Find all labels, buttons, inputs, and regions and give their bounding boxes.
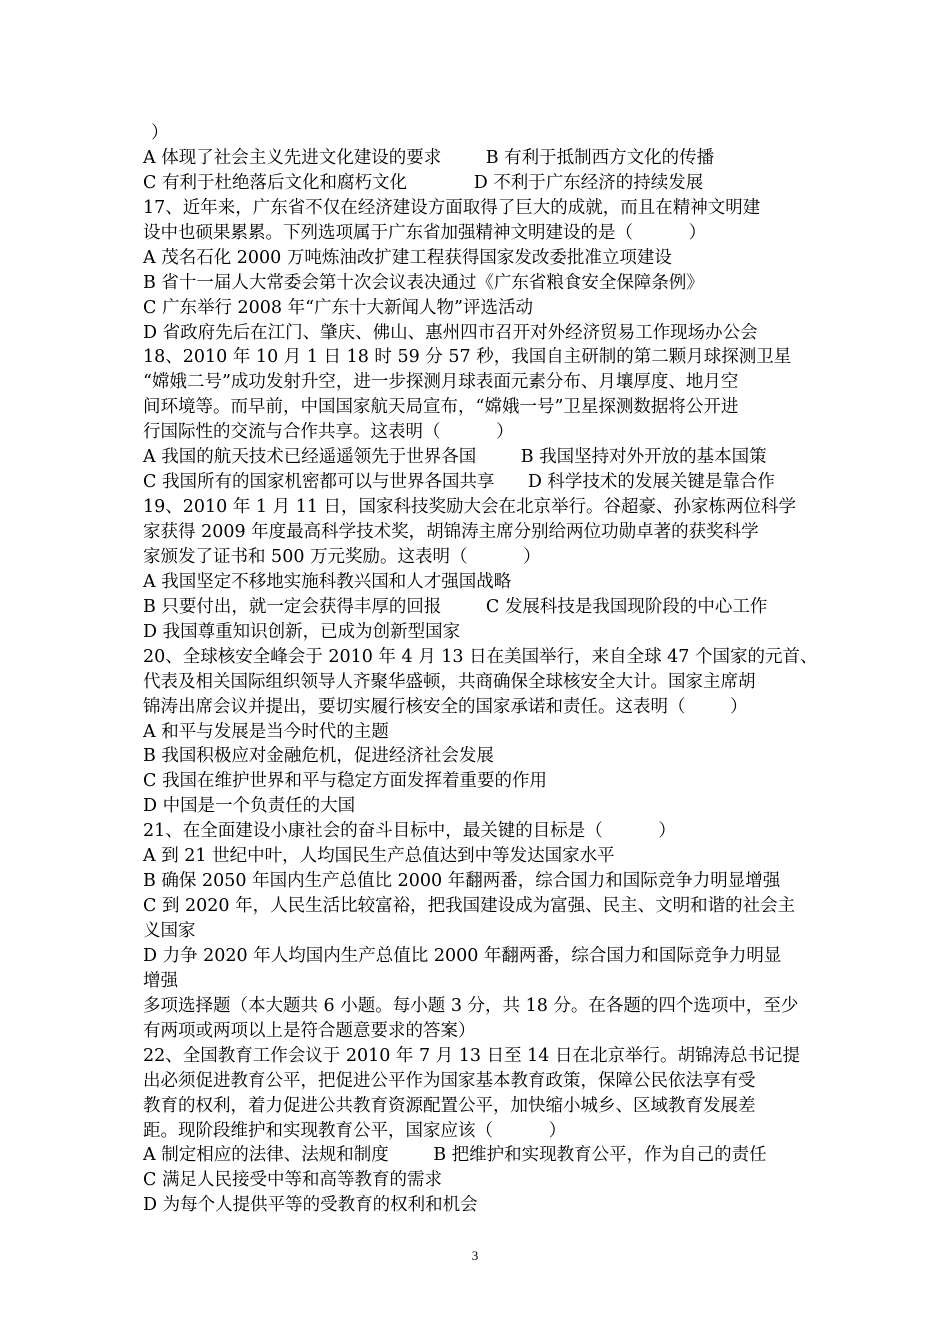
text-line: A 茂名石化 2000 万吨炼油改扩建工程获得国家发改委批准立项建设 bbox=[143, 247, 672, 268]
text-line: 19、2010 年 1 月 11 日，国家科技奖励大会在北京举行。谷超豪、孙家栋两位科学 bbox=[143, 497, 797, 518]
text-line: A 我国的航天技术已经遥遥领先于世界各国 B 我国坚持对外开放的基本国策 bbox=[143, 447, 767, 468]
text-line: 有两项或两项以上是符合题意要求的答案） bbox=[143, 1020, 476, 1041]
text-line: 20、全球核安全峰会于 2010 年 4 月 13 日在美国举行，来自全球 47 个国家的元首、 bbox=[143, 646, 818, 667]
text-line: 家颁发了证书和 500 万元奖励。这表明（ ） bbox=[143, 546, 541, 567]
text-line: 设中也硕果累累。下列选项属于广东省加强精神文明建设的是（ ） bbox=[143, 222, 707, 243]
text-line: B 确保 2050 年国内生产总值比 2000 年翻两番，综合国力和国际竞争力明显增强 bbox=[143, 871, 781, 892]
text-line: 18、2010 年 10 月 1 日 18 时 59 分 57 秒，我国自主研制的第二颗月球探测卫星 bbox=[143, 347, 792, 368]
text-line: C 我国所有的国家机密都可以与世界各国共享 D 科学技术的发展关键是靠合作 bbox=[143, 472, 775, 493]
page-number: 3 bbox=[471, 1248, 479, 1263]
text-line: C 有利于杜绝落后文化和腐朽文化 D 不利于广东经济的持续发展 bbox=[143, 172, 704, 193]
text-line: D 为每个人提供平等的受教育的权利和机会 bbox=[143, 1195, 478, 1216]
text-line: 锦涛出席会议并提出，要切实履行核安全的国家承诺和责任。这表明（ ） bbox=[143, 696, 748, 717]
text-line: 17、近年来，广东省不仅在经济建设方面取得了巨大的成就，而且在精神文明建 bbox=[143, 197, 761, 218]
text-line: C 到 2020 年，人民生活比较富裕，把我国建设成为富强、民主、文明和谐的社会主 bbox=[143, 896, 796, 917]
text-line: 行国际性的交流与合作共享。这表明（ ） bbox=[143, 422, 514, 443]
text-line: 间环境等。而早前，中国国家航天局宣布，“嫦娥一号”卫星探测数据将公开进 bbox=[143, 397, 739, 418]
text-line: A 制定相应的法律、法规和制度 B 把维护和实现教育公平，作为自己的责任 bbox=[143, 1145, 767, 1166]
exam-text-body bbox=[143, 121, 823, 1218]
text-line: C 我国在维护世界和平与稳定方面发挥着重要的作用 bbox=[143, 771, 547, 792]
text-line: 义国家 bbox=[143, 921, 196, 941]
text-line: 代表及相关国际组织领导人齐聚华盛顿，共商确保全球核安全大计。国家主席胡 bbox=[143, 671, 756, 692]
text-line: 教育的权利，着力促进公共教育资源配置公平，加快缩小城乡、区域教育发展差 bbox=[143, 1095, 756, 1116]
text-line: C 广东举行 2008 年“广东十大新闻人物”评选活动 bbox=[143, 297, 534, 318]
text-line: B 省十一届人大常委会第十次会议表决通过《广东省粮食安全保障条例》 bbox=[143, 272, 704, 293]
text-line: 距。现阶段维护和实现教育公平，国家应该（ ） bbox=[143, 1120, 567, 1141]
text-line: B 只要付出，就一定会获得丰厚的回报 C 发展科技是我国现阶段的中心工作 bbox=[143, 596, 768, 617]
text-line: 多项选择题（本大题共 6 小题。每小题 3 分，共 18 分。在各题的四个选项中，至少 bbox=[143, 995, 799, 1016]
text-line: C 满足人民接受中等和高等教育的需求 bbox=[143, 1170, 442, 1191]
text-line: 22、全国教育工作会议于 2010 年 7 月 13 日至 14 日在北京举行。胡锦涛总书记提 bbox=[143, 1045, 800, 1066]
text-line: 出必须促进教育公平，把促进公平作为国家基本教育政策，保障公民依法享有受 bbox=[143, 1070, 756, 1091]
text-line: “嫦娥二号”成功发射升空，进一步探测月球表面元素分布、月壤厚度、地月空 bbox=[143, 372, 739, 393]
text-line: D 力争 2020 年人均国内生产总值比 2000 年翻两番，综合国力和国际竞争力明显 bbox=[143, 945, 782, 966]
text-line: B 我国积极应对金融危机，促进经济社会发展 bbox=[143, 746, 494, 767]
text-line: 增强 bbox=[143, 970, 178, 991]
text-line: D 中国是一个负责任的大国 bbox=[143, 796, 356, 817]
text-line: 家获得 2009 年度最高科学技术奖，胡锦涛主席分别给两位功勋卓著的获奖科学 bbox=[143, 522, 759, 542]
text-line: 21、在全面建设小康社会的奋斗目标中，最关键的目标是（ ） bbox=[143, 821, 676, 842]
text-line: ） bbox=[151, 123, 169, 143]
text-line: A 到 21 世纪中叶，人均国民生产总值达到中等发达国家水平 bbox=[143, 846, 615, 867]
text-line: D 省政府先后在江门、肇庆、佛山、惠州四市召开对外经济贸易工作现场办公会 bbox=[143, 322, 758, 343]
text-line: A 和平与发展是当今时代的主题 bbox=[143, 721, 389, 742]
text-line: A 体现了社会主义先进文化建设的要求 B 有利于抵制西方文化的传播 bbox=[143, 147, 715, 168]
text-line: A 我国坚定不移地实施科教兴国和人才强国战略 bbox=[143, 571, 512, 592]
text-line: D 我国尊重知识创新，已成为创新型国家 bbox=[143, 621, 461, 642]
